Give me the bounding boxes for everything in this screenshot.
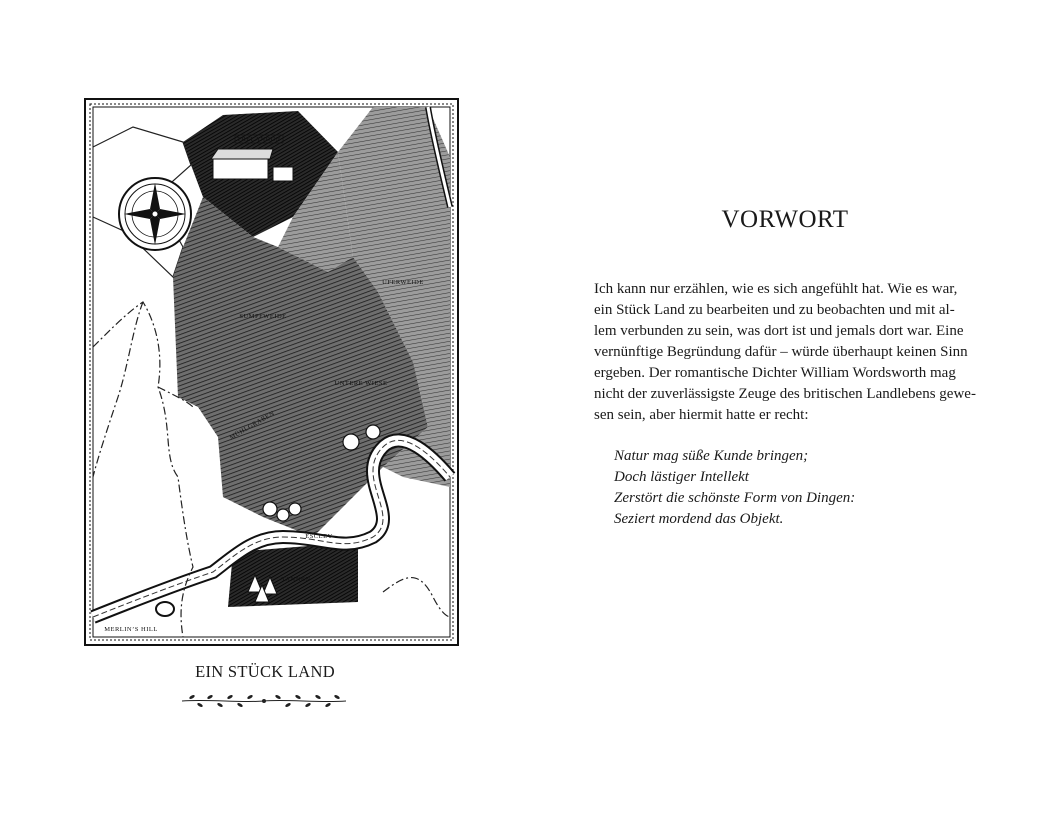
paragraph-line: ein Stück Land zu bearbeiten und zu beobachten und mit al- bbox=[594, 302, 955, 318]
paragraph-line: sen sein, aber hiermit hatte er recht: bbox=[594, 407, 809, 423]
map-title: EIN STÜCK LAND bbox=[195, 662, 335, 681]
map-svg bbox=[83, 97, 460, 647]
paragraph-line: vernünftige Begründung dafür – würde überhaupt keinen Sinn bbox=[594, 344, 968, 360]
intro-paragraph bbox=[594, 279, 976, 426]
poem-line: Seziert mordend das Objekt. bbox=[614, 511, 784, 527]
compass-rose-icon bbox=[119, 178, 191, 250]
poem-quote bbox=[614, 446, 974, 530]
paragraph-line: Ich kann nur erzählen, wie es sich angefühlt hat. Wie es war, bbox=[594, 281, 958, 297]
poem-line: Doch lästiger Intellekt bbox=[614, 469, 749, 485]
paragraph-line: ergeben. Der romantische Dichter William Wordsworth mag bbox=[594, 365, 956, 381]
map-label-trelandon: TRELANDON bbox=[236, 136, 282, 143]
paragraph-line: nicht der zuverlässigste Zeuge des britischen Landlebens gewe- bbox=[594, 386, 976, 402]
poem-line: Natur mag süße Kunde bringen; bbox=[614, 448, 809, 464]
map-label-tannen: TANNEN bbox=[281, 576, 311, 583]
vine-ornament-icon bbox=[180, 690, 348, 712]
chapter-heading: VORWORT bbox=[721, 206, 849, 233]
map-label-muehlgraben: MÜHLGRABEN bbox=[228, 409, 277, 442]
map-label-untere-wiese: UNTERE WIESE bbox=[334, 380, 388, 387]
map-label-uferweide: UFERWEIDE bbox=[382, 279, 424, 286]
poem-line: Zerstört die schönste Form von Dingen: bbox=[614, 490, 856, 506]
map-label-sumpfweide: SUMPFWEIDE bbox=[239, 313, 287, 320]
map-label-escley: ESCLEY bbox=[305, 533, 333, 540]
pond bbox=[156, 602, 174, 616]
paragraph-line: lem verbunden zu sein, was dort ist und jemals dort war. Eine bbox=[594, 323, 964, 339]
map-illustration bbox=[83, 97, 460, 647]
map-label-merlins-hill: MERLIN’S HILL bbox=[104, 626, 158, 633]
